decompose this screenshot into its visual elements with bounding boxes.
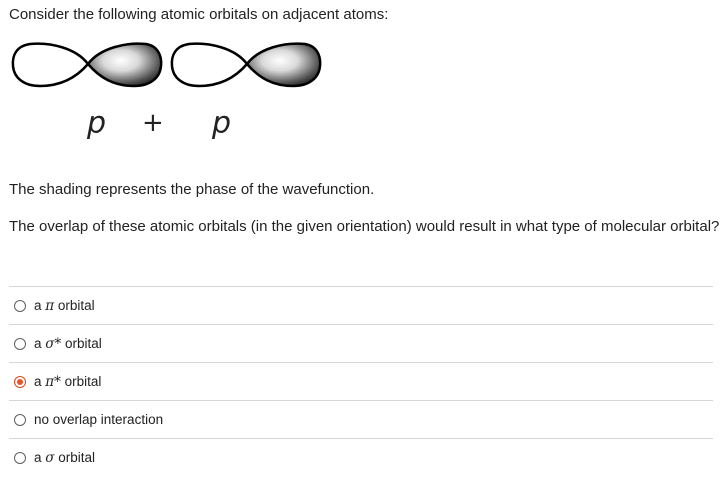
radio-button[interactable]	[14, 452, 26, 464]
question-title: Consider the following atomic orbitals on adjacent atoms:	[9, 6, 389, 23]
option-pi-star[interactable]	[9, 362, 713, 400]
option-pi[interactable]	[9, 286, 713, 324]
orbital1-white-lobe	[13, 44, 88, 86]
answer-options	[9, 286, 713, 476]
radio-button-selected[interactable]	[14, 376, 26, 388]
radio-button[interactable]	[14, 338, 26, 350]
option-label: a π orbital	[34, 297, 95, 314]
orbital2-white-lobe	[172, 44, 247, 86]
shading-explanation: The shading represents the phase of the wavefunction.	[9, 181, 375, 198]
question-prompt: The overlap of these atomic orbitals (in the given orientation) would result in what type of molecular orbital?	[9, 218, 720, 235]
radio-button[interactable]	[14, 300, 26, 312]
option-label: a σ orbital	[34, 449, 96, 466]
p-orbitals-diagram	[10, 38, 326, 98]
option-sigma-star[interactable]	[9, 324, 713, 362]
option-sigma[interactable]	[9, 438, 713, 476]
option-label: a σ* orbital	[34, 335, 102, 352]
plus-sign: +	[142, 108, 164, 138]
radio-button[interactable]	[14, 414, 26, 426]
orbital-label-right: p	[212, 106, 232, 141]
option-no-overlap[interactable]	[9, 400, 713, 438]
orbital-label-left: p	[87, 106, 107, 141]
orbital2-shaded-lobe	[247, 44, 320, 86]
option-label: a π* orbital	[34, 373, 102, 390]
orbital1-shaded-lobe	[88, 44, 161, 86]
option-label: no overlap interaction	[34, 412, 164, 427]
